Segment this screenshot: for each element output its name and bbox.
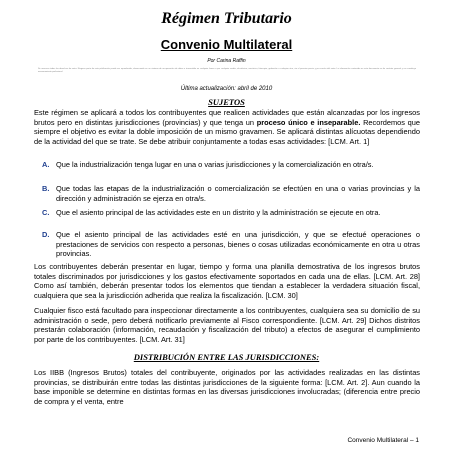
paragraph-intro-part-2: Recordemos que siempre el objetivo es evitar la doble imposición de un mismo gravamen. Se aplicará distintas alícuotas dependiendo de la actividad del que se trate. Se debe atribuir conjuntamente a todas esas actividades: [LCM. Art. 1]: [34, 117, 420, 146]
page-footer: Convenio Multilateral – 1: [347, 437, 419, 444]
legal-notice: Se reservan todos los derechos de autor. Ninguna parte de esta publicación puede ser reproducida, almacenada en un sistema de recuperación de datos o transmitida en cualquier forma o por cualquier medio, electrónico, mecánico, fotocopia, grabación o cualquier otro, sin el permiso previo y por escrito del autor. La información contenida en este documento es de carácter general y no constituye asesoramiento profesional.: [38, 68, 416, 74]
author-line: Por Carina Raffin: [207, 58, 246, 64]
list-text-b: Que todas las etapas de la industrialización o comercialización se efectúen en una o varias provincias y la dirección y administración se ejerza en otra/s.: [56, 184, 420, 203]
list-item-b: [42, 184, 420, 203]
last-updated: Última actualización: abril de 2010: [180, 86, 273, 92]
document-top-title: Régimen Tributario: [161, 10, 292, 27]
paragraph-intro-bold: proceso único e inseparable.: [256, 117, 361, 127]
list-item-c: [42, 208, 420, 218]
document-main-title: Convenio Multilateral: [160, 37, 293, 52]
list-marker-b: B.: [42, 184, 50, 193]
list-marker-d: D.: [42, 230, 50, 239]
paragraph-fisco: Cualquier fisco está facultado para inspeccionar directamente a los contribuyentes, cualquiera sea su domicilio de su administración o sede, pero deberá notificarlo previamente al Fisco correspondiente. [LCM. Art. 29] Dichos distritos prestarán colaboración (información, recaudación y fiscalización del tributo) a efectos de asegurar el cumplimiento por parte de los contribuyentes. [LCM. Art. 31]: [34, 306, 420, 344]
paragraph-planilla: Los contribuyentes deberán presentar en lugar, tiempo y forma una planilla demostrativa de los ingresos brutos totales discriminados por jurisdicciones y los gastos efectivamente soportados en cada una de ellas. [LCM. Art. 28] Como así también, deberán presentar todos los elementos que tiendan a establecer la verdadera situación fiscal, cualquiera que sea la jurisdicción adherida que realiza la fiscalización. [LCM. 30]: [34, 262, 420, 300]
section-title-sujetos: SUJETOS: [208, 97, 245, 107]
paragraph-iibb: Los IIBB (Ingresos Brutos) totales del contribuyente, originados por las actividades realizadas en las distintas provincias, se distribuirán entre todas las distintas jurisdicciones de la siguiente forma: [LCM. Art. 2]. Aun cuando la base imponible se determine en distintas formas en las diversas jurisdicciones involucradas; (diferencia entre precio de compra y el venta, entre: [34, 368, 420, 406]
list-item-a: [42, 160, 420, 170]
list-marker-c: C.: [42, 208, 50, 217]
section-title-distribucion: DISTRIBUCIÓN ENTRE LAS JURISDICCIONES:: [133, 352, 320, 362]
paragraph-intro-part-1: Este régimen se aplicará a todos los contribuyentes que realicen actividades que están alcanzadas por los ingresos brutos pero en distintas jurisdicciones (provincias) y que tenga un: [34, 108, 420, 127]
paragraph-intro: [34, 108, 420, 146]
list-text-a: Que la industrialización tenga lugar en una o varias jurisdicciones y la comercialización en otra/s.: [56, 160, 374, 169]
list-item-d: [42, 230, 420, 259]
list-text-c: Que el asiento principal de las actividades este en un distrito y la administración se ejecute en otra.: [56, 208, 381, 217]
list-marker-a: A.: [42, 160, 50, 169]
list-text-d: Que el asiento principal de las actividades esté en una jurisdicción, y que se efectué operaciones o prestaciones de servicios con respecto a personas, bienes o cosas utilizadas económicamente en otra u otras provincias.: [56, 230, 420, 258]
